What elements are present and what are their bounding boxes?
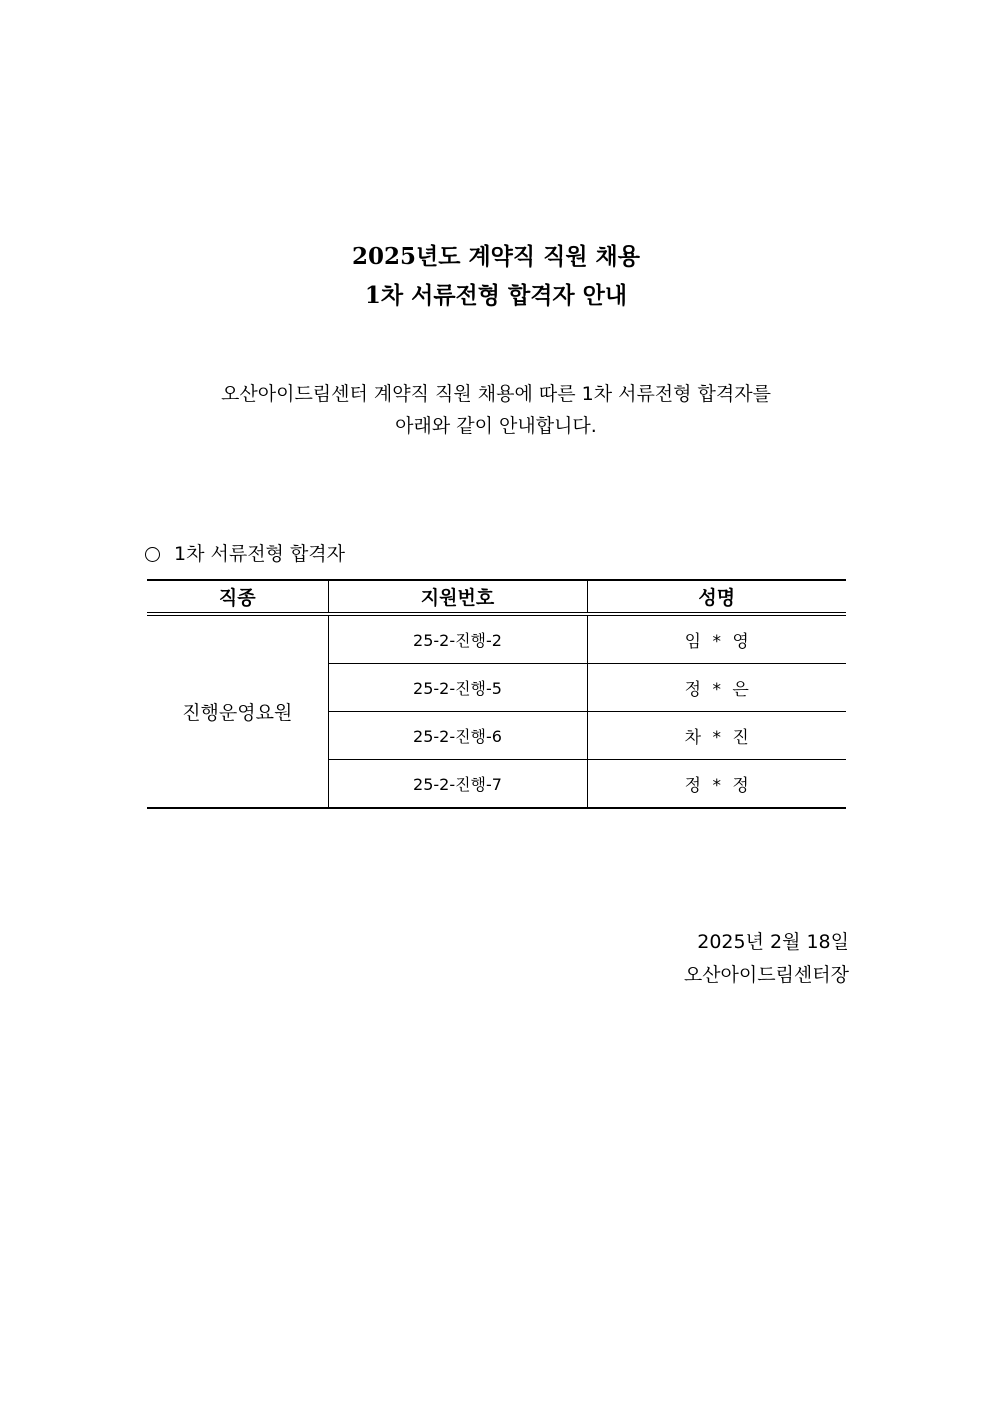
applicant-name-cell: 정 * 정 — [587, 760, 846, 809]
applicant-number-cell: 25-2-진행-5 — [328, 664, 587, 712]
header-name: 성명 — [587, 580, 846, 614]
document-title-line2: 1차 서류전형 합격자 안내 — [364, 282, 628, 309]
intro-text-line1: 오산아이드림센터 계약직 직원 채용에 따른 1차 서류전형 합격자를 — [221, 383, 771, 405]
circle-icon — [145, 547, 160, 562]
document-title-line1: 2025년도 계약직 직원 채용 — [352, 243, 640, 270]
results-table — [147, 579, 846, 809]
signer-title: 오산아이드림센터장 — [683, 964, 849, 986]
job-type-cell: 진행운영요원 — [147, 614, 328, 808]
applicant-number-cell: 25-2-진행-6 — [328, 712, 587, 760]
applicant-name-cell: 차 * 진 — [587, 712, 846, 760]
table-row — [147, 614, 846, 664]
section-heading-label: 1차 서류전형 합격자 — [174, 543, 345, 565]
intro-text-line2: 아래와 같이 안내합니다. — [395, 415, 597, 437]
header-applicant-number: 지원번호 — [328, 580, 587, 614]
table-header-row — [147, 580, 846, 614]
applicant-name-cell: 임 * 영 — [587, 614, 846, 664]
header-job-type: 직종 — [147, 580, 328, 614]
section-heading — [143, 541, 345, 567]
applicant-number-cell: 25-2-진행-7 — [328, 760, 587, 809]
applicant-number-cell: 25-2-진행-2 — [328, 614, 587, 664]
announcement-date: 2025년 2월 18일 — [697, 931, 849, 953]
applicant-name-cell: 정 * 은 — [587, 664, 846, 712]
